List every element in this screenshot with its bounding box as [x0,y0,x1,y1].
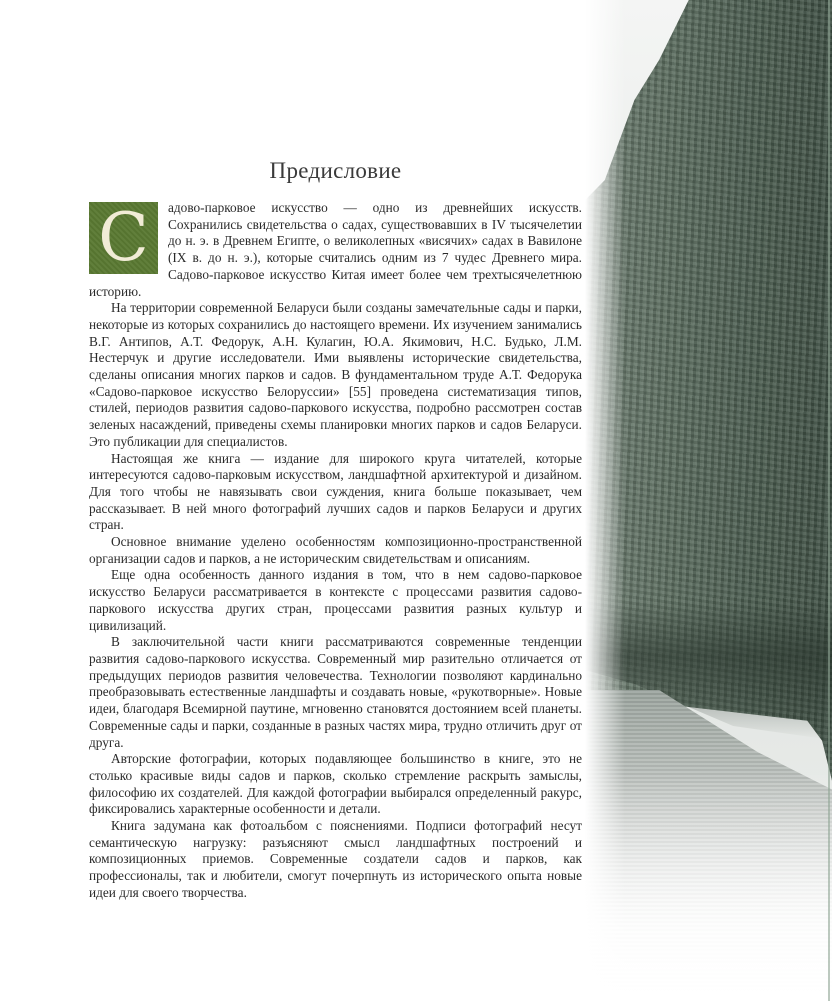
paragraph-4: Основное внимание уделено особенностям композиционно-пространственной организации садов и парков, а не историческим свидетельствам и описаниям. [89,534,582,566]
photo-fade-bottom [585,771,832,1001]
hedge-alley-photo [585,0,832,1001]
paragraph-7: Авторские фотографии, которых подавляющее большинство в книге, это не столько красивые виды садов и парков, сколько стремление раскрыть замыслы, философию их создателей. Для каждой фотографии выбирался определенный ракурс, фиксировались характерные особенности и детали. [89,751,582,817]
preface-body [89,200,582,902]
paragraph-5: Еще одна особенность данного издания в том, что в нем садово-парковое искусство Беларуси рассматривается в контексте с процессами развития садово-паркового искусства других стран, процессами развития разных культур и цивилизаций. [89,567,582,633]
paragraph-3: Настоящая же книга — издание для широкого круга читателей, которые интересуются садово-парковым искусством, ландшафтной архитектурой и дизайном. Для того чтобы не навязывать свои суждения, книга больше показывает, чем рассказывает. В ней много фотографий лучших садов и парков Беларуси и других стран. [89,450,582,533]
paragraph-8: Книга задумана как фотоальбом с пояснениями. Подписи фотографий несут семантическую нагрузку: разъясняют смысл ландшафтных построений и композиционных приемов. Современные создатели садов и парков, как профессионалы, так и любители, смогут почерпнуть из исторического опыта новые идеи для своего творчества. [89,818,582,900]
page-title: Предисловие [269,158,402,183]
photo-edge-line [828,0,830,1001]
drop-cap: С [89,202,158,274]
paragraph-1: адово-парковое искусство — одно из древнейших искусств. Сохранились свидетельства о садах, существовавших в IV тысячелетии до н. э. в Древнем Египте, о великолепных «висячих» садах в Вавилоне (IX в. до н. э.), которые считались одним из 7 чудес Древнего мира. Садово-парковое искусство Китая имеет более чем трехтысячелетнюю историю. [89,200,582,299]
paragraph-2: На территории современной Беларуси были созданы замечательные сады и парки, некоторые из которых сохранились до настоящего времени. Их изучением занимались В.Г. Антипов, А.Т. Федорук, А.Н. Кулагин, Ю.А. Якимович, Н.С. Будько, Л.М. Нестерчук и другие исследователи. Ими выявлены исторические свидетельства, сделаны описания многих парков и садов. В фундаментальном труде А.Т. Федорука «Садово-парковое искусство Белоруссии» [55] проведена систематизация типов, стилей, периодов развития садово-паркового искусства, подробно рассмотрен состав зеленых насаждений, приведены схемы планировки многих парков и садов Беларуси. Это публикации для специалистов. [89,300,582,449]
paragraph-6: В заключительной части книги рассматриваются современные тенденции развития садово-паркового искусства. Современный мир разительно отличается от предыдущих периодов развития человечества. Технологии позволяют кардинально преобразовывать естественные ландшафты и создавать новые, «рукотворные». Новые идеи, благодаря Всемирной паутине, мгновенно становятся достоянием всей планеты. Современные сады и парки, созданные в разных частях мира, трудно отличить друг от друга. [89,634,582,750]
